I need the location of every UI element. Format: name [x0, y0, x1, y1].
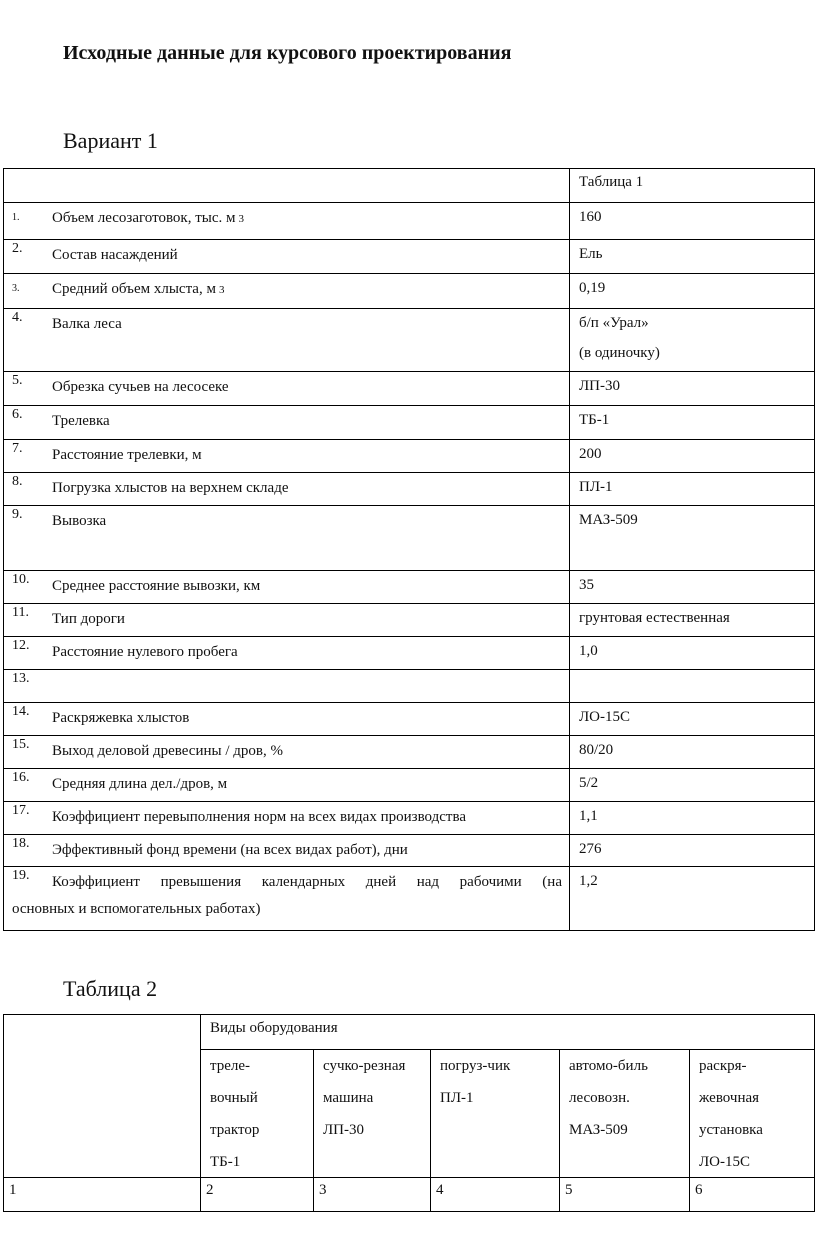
row-number: 2.	[12, 241, 23, 256]
row-border	[3, 371, 815, 372]
row-number: 1.	[12, 212, 20, 223]
row-border	[3, 603, 815, 604]
row-number: 16.	[12, 770, 30, 785]
row-border	[3, 834, 815, 835]
row-number: 3.	[12, 283, 20, 294]
row-border	[3, 866, 815, 867]
parameter-value: 80/20	[579, 742, 614, 758]
parameter-value: грунтовая естественная	[579, 610, 730, 626]
parameter-value: 1,0	[579, 643, 598, 659]
row-border	[3, 472, 815, 473]
parameter-value: ПЛ-1	[579, 479, 613, 495]
equipment-column-header: ТБ-1	[210, 1154, 241, 1170]
row-border	[3, 505, 815, 506]
parameter-label: Среднее расстояние вывозки, км	[52, 578, 261, 594]
parameter-value: МАЗ-509	[579, 512, 638, 528]
column-divider	[689, 1049, 690, 1212]
equipment-column-header: ПЛ-1	[440, 1090, 474, 1106]
parameter-value: Ель	[579, 246, 603, 262]
row-border	[3, 168, 815, 169]
parameter-label: Погрузка хлыстов на верхнем складе	[52, 480, 289, 496]
column-number: 2	[206, 1182, 214, 1198]
unit-exponent: 3	[238, 213, 244, 225]
parameter-value-continued: (в одиночку)	[579, 345, 660, 361]
equipment-column-header: погруз-чик	[440, 1058, 511, 1074]
unit-exponent: 3	[218, 284, 225, 296]
parameter-value: 0,19	[579, 280, 606, 296]
row-number: 4.	[12, 310, 23, 325]
column-number: 3	[319, 1182, 327, 1198]
equipment-group-header: Виды оборудования	[210, 1020, 338, 1036]
parameter-label: Состав насаждений	[52, 247, 178, 263]
parameter-label: Выход деловой древесины / дров, %	[52, 743, 283, 759]
row-border	[3, 405, 815, 406]
table-1-caption: Таблица 1	[579, 174, 644, 190]
row-number: 10.	[12, 572, 30, 587]
row-border	[3, 669, 815, 670]
parameter-label: Трелевка	[52, 413, 110, 429]
row-border	[3, 570, 815, 571]
column-divider	[559, 1049, 560, 1212]
row-border	[3, 1014, 815, 1015]
variant-heading: Вариант 1	[63, 128, 158, 153]
equipment-column-header: треле-	[210, 1058, 251, 1074]
table-border-left	[3, 1014, 4, 1212]
row-border	[3, 202, 815, 203]
parameter-label: Коэффициент превышения календарных дней над рабочими (на	[52, 874, 562, 890]
parameter-value: 5/2	[579, 775, 599, 791]
row-border	[3, 1211, 815, 1212]
parameter-label: Вывозка	[52, 513, 107, 529]
parameter-label: Средняя длина дел./дров, м	[52, 776, 228, 792]
row-border	[3, 439, 815, 440]
column-divider	[313, 1049, 314, 1212]
equipment-column-header: установка	[699, 1122, 763, 1138]
parameter-label: Эффективный фонд времени (на всех видах работ), дни	[52, 842, 408, 858]
row-number: 14.	[12, 704, 30, 719]
parameter-label: Обрезка сучьев на лесосеке	[52, 379, 229, 395]
column-number: 6	[695, 1182, 703, 1198]
column-divider	[569, 168, 570, 931]
row-number: 15.	[12, 737, 30, 752]
row-border	[3, 273, 815, 274]
equipment-column-header: вочный	[210, 1090, 258, 1106]
equipment-column-header: трактор	[210, 1122, 260, 1138]
row-border	[3, 930, 815, 931]
row-number: 8.	[12, 474, 23, 489]
parameter-label: Коэффициент перевыполнения норм на всех видах производства	[52, 809, 467, 825]
column-divider	[430, 1049, 431, 1212]
row-border	[200, 1049, 815, 1050]
parameter-label: Объем лесозаготовок, тыс. м 3	[52, 210, 244, 226]
table-border-right	[814, 168, 815, 931]
parameter-label: Расстояние трелевки, м	[52, 447, 202, 463]
row-number: 7.	[12, 441, 23, 456]
parameter-value: 160	[579, 209, 602, 225]
parameter-value: 1,1	[579, 808, 598, 824]
equipment-column-header: автомо-биль	[569, 1058, 648, 1074]
parameter-value: ЛО-15С	[579, 709, 631, 725]
parameter-value: 276	[579, 841, 602, 857]
parameter-label: Раскряжевка хлыстов	[52, 710, 190, 726]
column-number: 5	[565, 1182, 573, 1198]
equipment-column-header: раскря-	[699, 1058, 747, 1074]
row-border	[3, 735, 815, 736]
row-number: 18.	[12, 836, 30, 851]
row-border	[3, 801, 815, 802]
row-number: 6.	[12, 407, 23, 422]
equipment-column-header: МАЗ-509	[569, 1122, 628, 1138]
parameter-value: 35	[579, 577, 594, 593]
parameter-value: 1,2	[579, 873, 598, 889]
equipment-column-header: сучко-резная	[323, 1058, 406, 1074]
column-number: 4	[436, 1182, 444, 1198]
equipment-column-header: машина	[323, 1090, 374, 1106]
parameter-value: б/п «Урал»	[579, 315, 649, 331]
equipment-column-header: лесовозн.	[569, 1090, 630, 1106]
table-1	[3, 168, 815, 931]
row-number: 19.	[12, 868, 30, 883]
table-border-left	[3, 168, 4, 931]
document-title: Исходные данные для курсового проектирования	[63, 42, 512, 64]
table-2-caption: Таблица 2	[63, 976, 158, 1001]
row-border	[3, 308, 815, 309]
row-border	[3, 239, 815, 240]
row-border	[3, 768, 815, 769]
parameter-label-continued: основных и вспомогательных работах)	[12, 901, 261, 917]
equipment-column-header: жевочная	[699, 1090, 760, 1106]
row-number: 12.	[12, 638, 30, 653]
parameter-label: Расстояние нулевого пробега	[52, 644, 238, 660]
parameter-value: ТБ-1	[579, 412, 610, 428]
row-border	[3, 702, 815, 703]
row-border	[3, 636, 815, 637]
parameter-label: Тип дороги	[52, 611, 125, 627]
parameter-value: ЛП-30	[579, 378, 621, 394]
row-number: 9.	[12, 507, 23, 522]
row-border	[3, 1177, 815, 1178]
parameter-label: Средний объем хлыста, м 3	[52, 281, 225, 297]
table-2	[3, 1014, 815, 1212]
row-number: 11.	[12, 605, 29, 620]
parameter-label: Валка леса	[52, 316, 122, 332]
column-divider	[200, 1014, 201, 1212]
row-number: 5.	[12, 373, 23, 388]
table-border-right	[814, 1014, 815, 1212]
parameter-value: 200	[579, 446, 602, 462]
column-number: 1	[9, 1182, 17, 1198]
row-number: 13.	[12, 671, 30, 686]
equipment-column-header: ЛП-30	[323, 1122, 365, 1138]
row-number: 17.	[12, 803, 30, 818]
equipment-column-header: ЛО-15С	[699, 1154, 751, 1170]
